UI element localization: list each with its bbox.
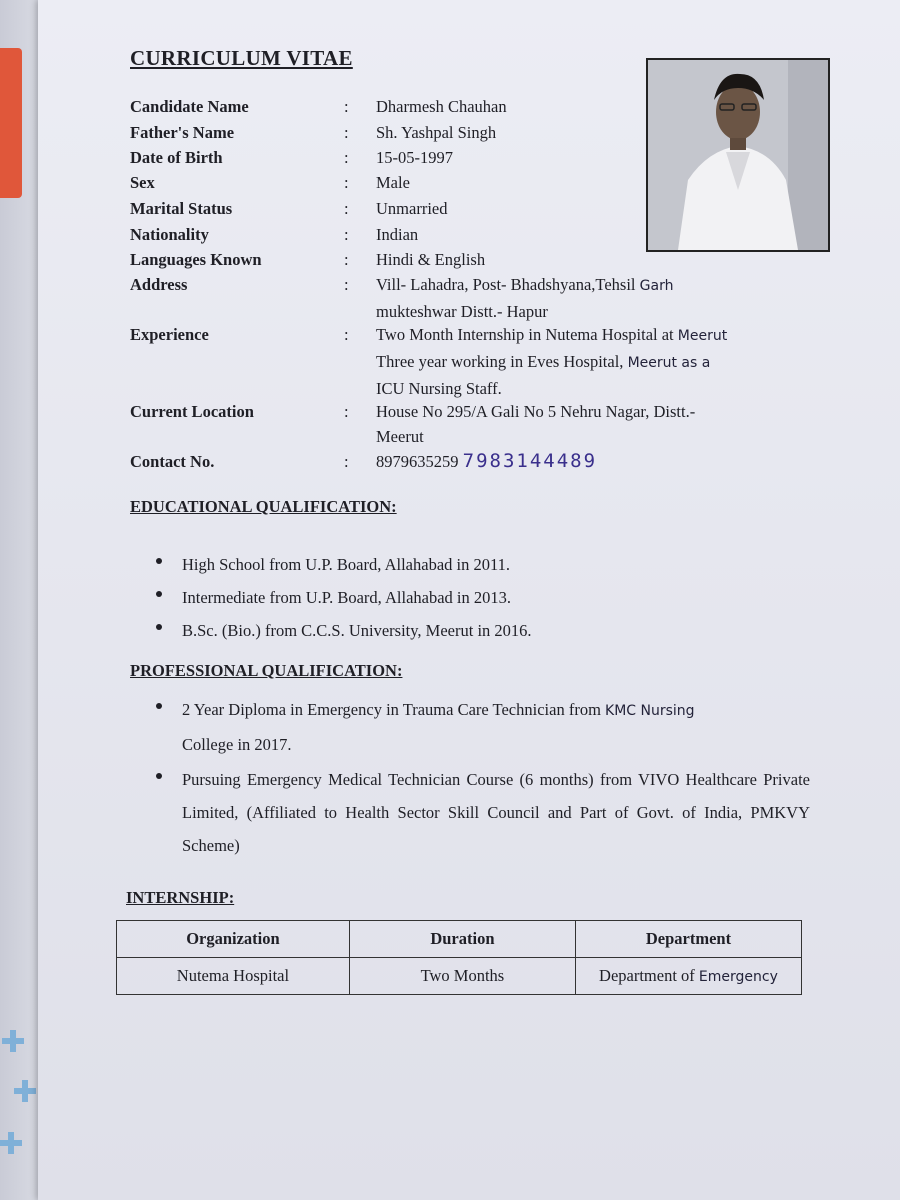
value: Male (376, 173, 410, 192)
education-heading: EDUCATIONAL QUALIFICATION: (130, 497, 397, 516)
separator: : (344, 275, 349, 294)
professional-list (150, 693, 810, 862)
value: Sh. Yashpal Singh (376, 123, 497, 142)
list-item: B.Sc. (Bio.) from C.C.S. University, Meerut in 2016. (150, 614, 810, 647)
address-line-1: Vill- Lahadra, Post- Bhadshyana,Tehsil (376, 275, 636, 294)
value: 15-05-1997 (376, 148, 453, 167)
professional-item-1-end: College in 2017. (182, 735, 292, 754)
separator: : (344, 402, 349, 421)
separator: : (344, 199, 349, 218)
separator: : (344, 123, 349, 142)
list-item: Intermediate from U.P. Board, Allahabad in 2013. (150, 581, 810, 614)
separator: : (344, 148, 349, 167)
value: Indian (376, 225, 419, 244)
separator: : (344, 225, 349, 244)
label: Experience (130, 325, 209, 344)
address-line-2: mukteshwar Distt.- Hapur (376, 302, 548, 321)
separator: : (344, 452, 349, 471)
detail-experience (130, 322, 820, 398)
label: Languages Known (130, 250, 262, 269)
label: Nationality (130, 225, 209, 244)
value (376, 322, 796, 401)
table-row (117, 958, 802, 995)
label: Current Location (130, 402, 254, 421)
list-item: Pursuing Emergency Medical Technician Course (6 months) from VIVO Healthcare Private Limited, (Affiliated to Health Sector Skill Council and Part of Govt. of India, PMKVY Scheme) (150, 763, 810, 862)
label: Address (130, 275, 188, 294)
orange-folder-tab (0, 48, 22, 198)
label: Date of Birth (130, 148, 223, 167)
department-text: Department of (599, 966, 695, 985)
table-header-row (117, 921, 802, 958)
column-header: Duration (349, 921, 575, 958)
education-list (150, 548, 810, 647)
handwritten-note: Meerut (677, 328, 728, 344)
value (376, 272, 796, 324)
value (376, 399, 796, 449)
table-cell (575, 958, 801, 995)
detail-current-location (130, 399, 820, 449)
label: Sex (130, 173, 155, 192)
value: Hindi & English (376, 250, 486, 269)
page-title: CURRICULUM VITAE (130, 46, 353, 70)
professional-item-1: 2 Year Diploma in Emergency in Trauma Care Technician from (182, 700, 601, 719)
table-cell: Nutema Hospital (117, 958, 350, 995)
location-line-2: Meerut (376, 427, 424, 446)
location-line-1: House No 295/A Gali No 5 Nehru Nagar, Distt.- (376, 402, 696, 421)
separator: : (344, 325, 349, 344)
internship-table (116, 920, 802, 995)
label: Father's Name (130, 123, 235, 142)
experience-line-1: Two Month Internship in Nutema Hospital at (376, 325, 674, 344)
professional-heading: PROFESSIONAL QUALIFICATION: (130, 661, 403, 680)
handwritten-note: Emergency (698, 969, 778, 985)
separator: : (344, 173, 349, 192)
column-header: Organization (117, 921, 350, 958)
column-header: Department (575, 921, 801, 958)
label: Marital Status (130, 199, 233, 218)
experience-line-2: Three year working in Eves Hospital, (376, 352, 624, 371)
detail-address (130, 272, 820, 322)
handwritten-note: KMC Nursing (605, 703, 695, 719)
handwritten-note: Meerut as a (627, 355, 711, 371)
handwritten-note: Garh (639, 278, 674, 294)
value (376, 449, 796, 474)
separator: : (344, 97, 349, 116)
handwritten-contact-number: 7983144489 (462, 450, 598, 472)
value: Dharmesh Chauhan (376, 97, 507, 116)
experience-line-3: ICU Nursing Staff. (376, 379, 502, 398)
label: Candidate Name (130, 97, 249, 116)
internship-heading: INTERNSHIP: (126, 888, 235, 907)
table-cell: Two Months (349, 958, 575, 995)
cv-page (38, 0, 900, 1200)
value: Unmarried (376, 199, 448, 218)
label: Contact No. (130, 452, 215, 471)
contact-number: 8979635259 (376, 452, 459, 471)
list-item (150, 693, 810, 761)
separator: : (344, 250, 349, 269)
list-item: High School from U.P. Board, Allahabad in 2011. (150, 548, 810, 581)
